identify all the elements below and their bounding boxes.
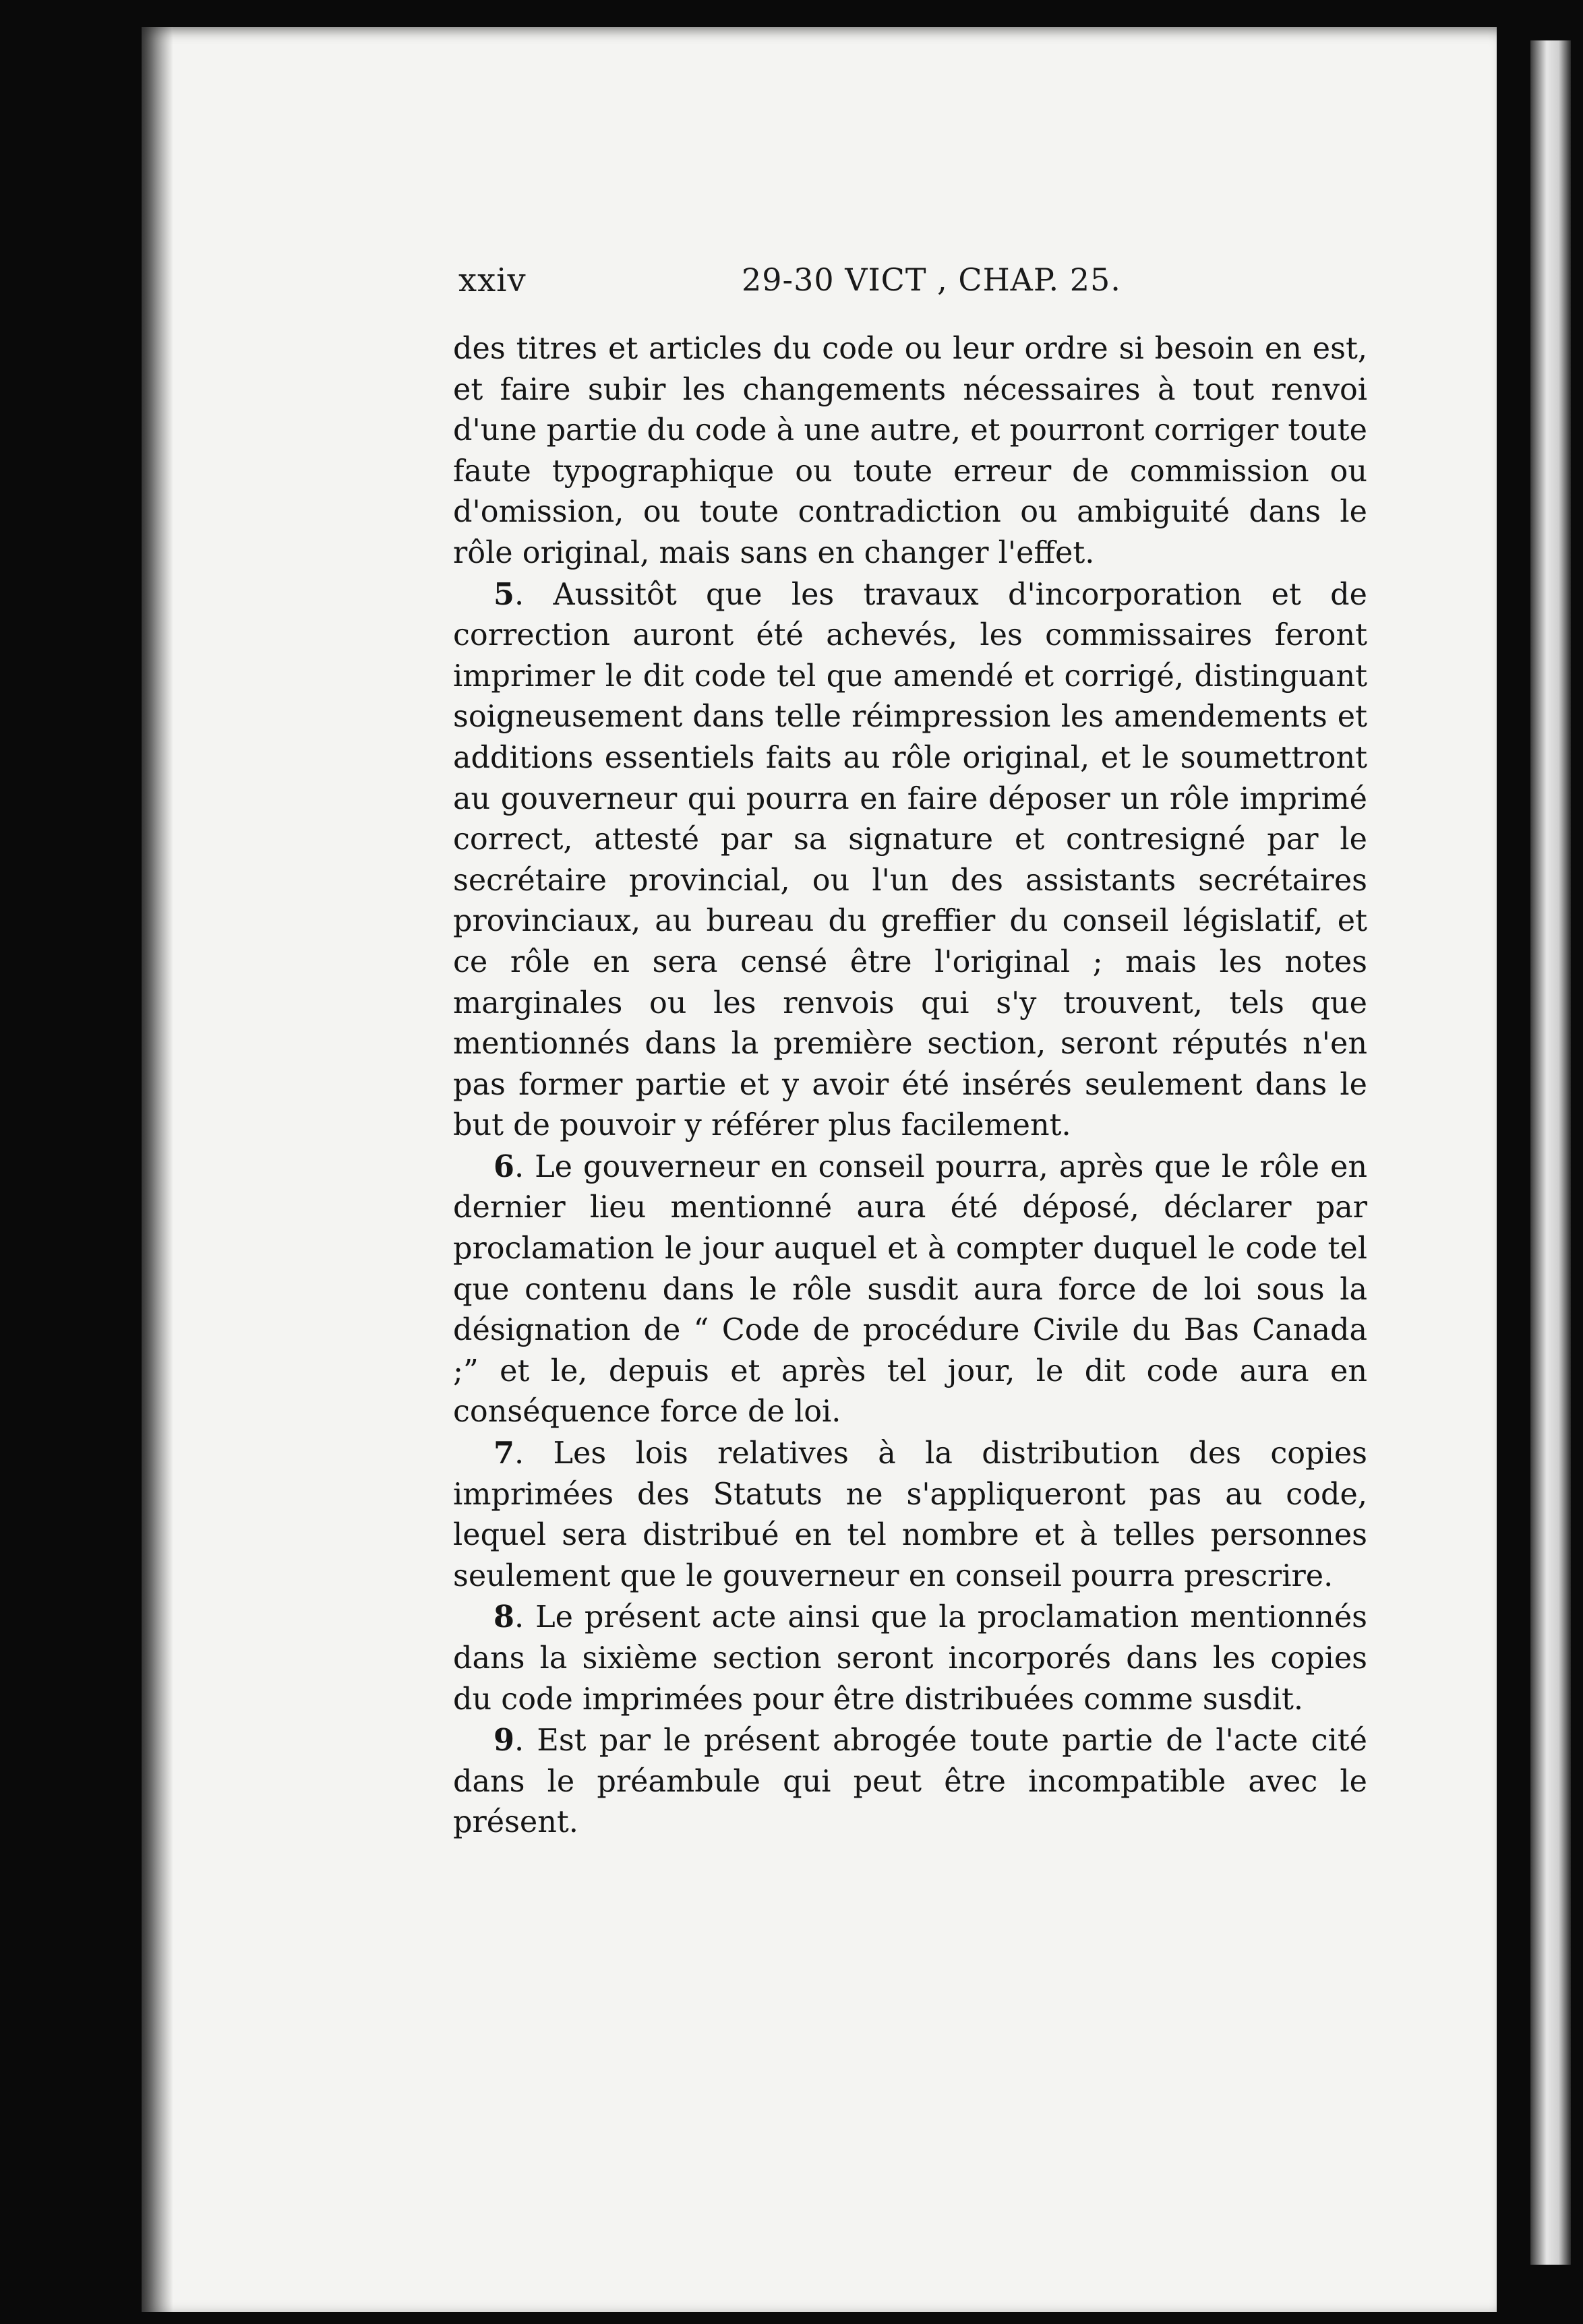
paragraph-text: des titres et articles du code ou leur ordre si besoin en est, et faire subir les changements nécessaires à tout renvoi d'une partie du code à une autre, et pourront corriger toute faute typographique ou toute erreur de commission ou d'omission, ou toute contradiction ou ambiguité dans le rôle original, mais sans en changer l'effet. xyxy=(453,332,1367,570)
paragraph-continuation xyxy=(453,329,1367,574)
section-number: 5 xyxy=(494,576,514,612)
section-number: 8 xyxy=(494,1599,514,1635)
section-number: 7 xyxy=(494,1436,514,1471)
section-number: 9 xyxy=(494,1723,514,1759)
section-number: 6 xyxy=(494,1149,514,1184)
section-9: 9. Est par le présent abrogée toute partie de l'acte cité dans le préambule qui peut être incompatible avec le présent. xyxy=(453,1723,1368,1840)
paragraph-text: Le présent acte ainsi que la proclamation mentionnés dans la sixième section seront incorporés dans les copies du code imprimées pour être distribuées comme susdit. xyxy=(453,1600,1367,1717)
paragraph-text: Est par le présent abrogée toute partie de l'acte cité dans le préambule qui peut être incompatible avec le présent. xyxy=(453,1723,1368,1840)
paragraph-text: Aussitôt que les travaux d'incorporation et de correction auront été achevés, les commissaires feront imprimer le dit code tel que amendé et corrigé, distinguant soigneusement dans telle réimpression les amendements et additions essentiels faits au rôle original, et le soumettront au gouverneur qui pourra en faire déposer un rôle imprimé correct, attesté par sa signature et contresigné par le secrétaire provincial, ou l'un des assistants secrétaires provinciaux, au bureau du greffier du conseil législatif, et ce rôle en sera censé être l'original ; mais les notes marginales ou les renvois qui s'y trouvent, tels que mentionnés dans la première section, seront réputés n'en pas former partie et y avoir été insérés seulement dans le but de pouvoir y référer plus facilement. xyxy=(453,577,1367,1143)
running-head xyxy=(458,262,1382,309)
section-5: 5. Aussitôt que les travaux d'incorporation et de correction auront été achevés, les commissaires feront imprimer le dit code tel que amendé et corrigé, distinguant soigneusement dans telle réimpression les amendements et additions essentiels faits au rôle original, et le soumettront au gouverneur qui pourra en faire déposer un rôle imprimé correct, attesté par sa signature et contresigné par le secrétaire provincial, ou l'un des assistants secrétaires provinciaux, au bureau du greffier du conseil législatif, et ce rôle en sera censé être l'original ; mais les notes marginales ou les renvois qui s'y trouvent, tels que mentionnés dans la première section, seront réputés n'en pas former partie et y avoir été insérés seulement dans le but de pouvoir y référer plus facilement. xyxy=(453,576,1367,1143)
section-6: 6. Le gouverneur en conseil pourra, après que le rôle en dernier lieu mentionné aura été déposé, déclarer par proclamation le jour auquel et à compter duquel le code tel que contenu dans le rôle susdit aura force de loi sous la désignation de “ Code de procédure Civile du Bas Canada ;” et le, depuis et après tel jour, le dit code aura en conséquence force de loi. xyxy=(453,1149,1367,1430)
gutter-shadow xyxy=(142,27,173,2312)
chapter-title: 29-30 VICT , CHAP. 25. xyxy=(742,262,1121,298)
paragraph-text: Le gouverneur en conseil pourra, après que le rôle en dernier lieu mentionné aura été déposé, déclarer par proclamation le jour auquel et à compter duquel le code tel que contenu dans le rôle susdit aura force de loi sous la désignation de “ Code de procédure Civile du Bas Canada ;” et le, depuis et après tel jour, le dit code aura en conséquence force de loi. xyxy=(453,1149,1367,1430)
section-7: 7. Les lois relatives à la distribution des copies imprimées des Statuts ne s'appliqueront pas au code, lequel sera distribué en tel nombre et à telles personnes seulement que le gouverneur en conseil pourra prescrire. xyxy=(453,1436,1367,1593)
adjacent-page-edge xyxy=(1530,40,1571,2265)
section-8: 8. Le présent acte ainsi que la proclamation mentionnés dans la sixième section seront incorporés dans les copies du code imprimées pour être distribuées comme susdit. xyxy=(453,1599,1367,1717)
page-folio: xxiv xyxy=(458,262,527,299)
paragraph-text: Les lois relatives à la distribution des copies imprimées des Statuts ne s'appliqueront pas au code, lequel sera distribué en tel nombre et à telles personnes seulement que le gouverneur en conseil pourra prescrire. xyxy=(453,1436,1367,1593)
body-text xyxy=(453,329,1367,1843)
